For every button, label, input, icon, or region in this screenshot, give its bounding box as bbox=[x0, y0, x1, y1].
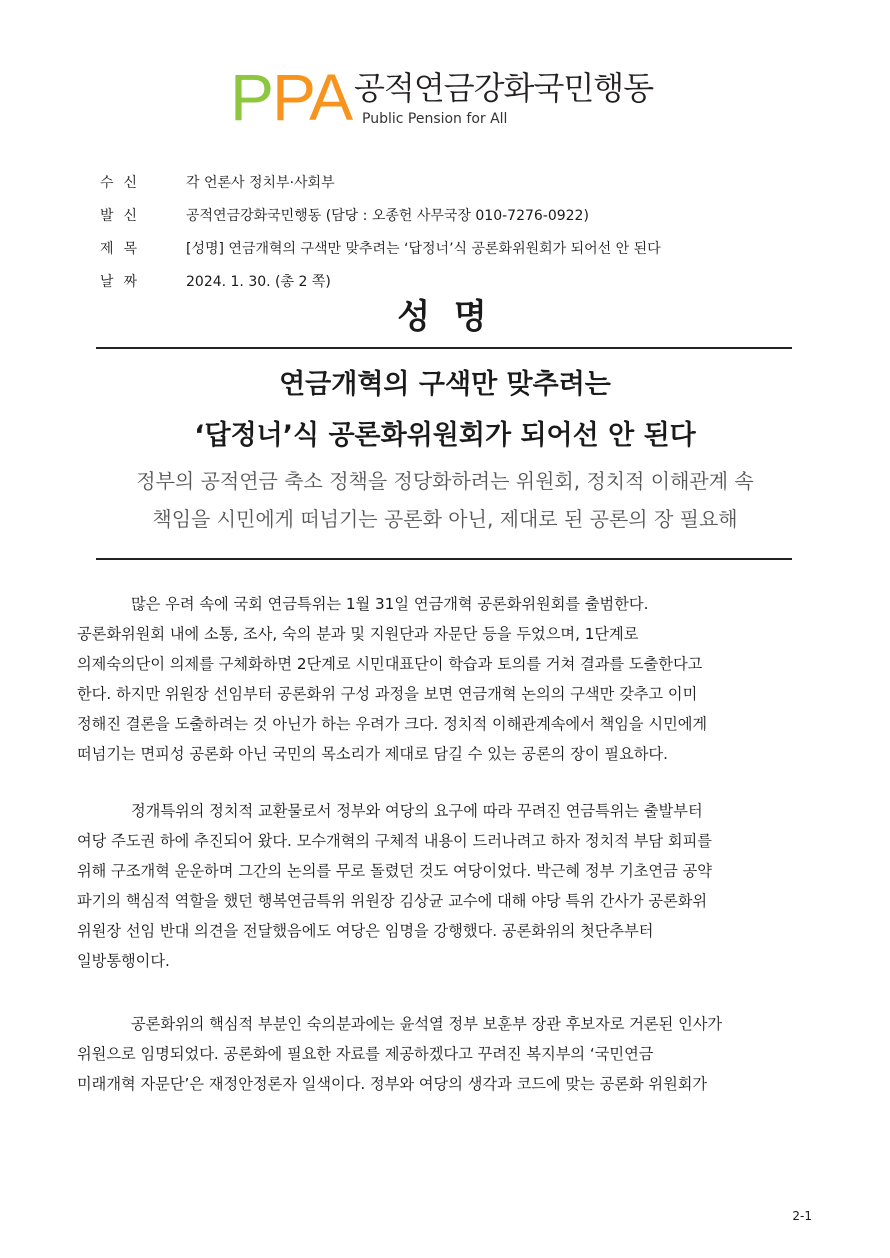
logo-letter-a: A bbox=[309, 60, 352, 134]
paragraph-line: 미래개혁 자문단’은 재정안정론자 일색이다. 정부와 여당의 생각과 코드에 맞는 공론화 위원회가 bbox=[77, 1075, 708, 1093]
organization-name: 공적연금강화국민행동 bbox=[354, 69, 654, 107]
paragraph-line: 정해진 결론을 도출하려는 것 아닌가 하는 우려가 크다. 정치적 이해관계속에서 책임을 시민에게 bbox=[77, 715, 708, 733]
meta-value: 각 언론사 정치부·사회부 bbox=[186, 175, 335, 191]
subheadline-line-2: 책임을 시민에게 떠넘기는 공론화 아닌, 제대로 된 공론의 장 필요해 bbox=[152, 507, 738, 531]
meta-label: 발신 bbox=[100, 208, 148, 224]
divider-top bbox=[96, 347, 792, 349]
paragraph-line: 위해 구조개혁 운운하며 그간의 논의를 무로 돌렸던 것도 여당이었다. 박근혜 정부 기초연금 공약 bbox=[77, 862, 712, 880]
meta-label: 제목 bbox=[100, 241, 148, 257]
paragraph-line: 여당 주도권 하에 추진되어 왔다. 모수개혁의 구체적 내용이 드러나려고 하자 정치적 부담 회피를 bbox=[77, 832, 712, 850]
memo-header bbox=[100, 171, 800, 303]
paragraph-line: 파기의 핵심적 역할을 했던 행복연금특위 위원장 김상균 교수에 대해 야당 특위 간사가 공론화위 bbox=[77, 892, 708, 910]
meta-value: [성명] 연금개혁의 구색만 맞추려는 ‘답정너’식 공론화위원회가 되어선 안 된다 bbox=[186, 241, 661, 257]
meta-row-recipient bbox=[100, 171, 800, 204]
meta-value: 공적연금강화국민행동 (담당 : 오종헌 사무국장 010-7276-0922) bbox=[186, 208, 589, 224]
paragraph-3 bbox=[77, 1009, 813, 1099]
paragraph-line: 공론화위의 핵심적 부분인 숙의분과에는 윤석열 정부 보훈부 장관 후보자로 거론된 인사가 bbox=[131, 1015, 723, 1033]
meta-row-sender bbox=[100, 204, 800, 237]
organization-subtitle: Public Pension for All bbox=[362, 111, 508, 127]
document-title: 성 명 bbox=[397, 297, 493, 337]
paragraph-1 bbox=[77, 589, 813, 769]
meta-label: 수신 bbox=[100, 175, 148, 191]
paragraph-line: 일방통행이다. bbox=[77, 952, 170, 970]
paragraph-2 bbox=[77, 796, 813, 976]
paragraph-line: 의제숙의단이 의제를 구체화하면 2단계로 시민대표단이 학습과 토의를 거쳐 결과를 도출한다고 bbox=[77, 655, 703, 673]
paragraph-line: 공론화위원회 내에 소통, 조사, 숙의 분과 및 지원단과 자문단 등을 두었으며, 1단계로 bbox=[77, 625, 639, 643]
meta-value: 2024. 1. 30. (총 2 쪽) bbox=[186, 274, 331, 290]
paragraph-line: 위원장 선임 반대 의견을 전달했음에도 여당은 임명을 강행했다. 공론화위의 첫단추부터 bbox=[77, 922, 654, 940]
headline-line-2: ‘답정너’식 공론화위원회가 되어선 안 된다 bbox=[194, 420, 696, 451]
headline-line-1: 연금개혁의 구색만 맞추려는 bbox=[279, 369, 611, 400]
paragraph-line: 떠넘기는 면피성 공론화 아닌 국민의 목소리가 제대로 담길 수 있는 공론의 장이 필요하다. bbox=[77, 745, 668, 763]
ppa-logo-mark bbox=[230, 62, 351, 132]
paragraph-line: 한다. 하지만 위원장 선임부터 공론화위 구성 과정을 보면 연금개혁 논의의 구색만 갖추고 이미 bbox=[77, 685, 698, 703]
paragraph-line: 많은 우려 속에 국회 연금특위는 1월 31일 연금개혁 공론화위원회를 출범한다. bbox=[131, 595, 649, 613]
meta-row-subject bbox=[100, 237, 800, 270]
paragraph-line: 정개특위의 정치적 교환물로서 정부와 여당의 요구에 따라 꾸려진 연금특위는 출발부터 bbox=[131, 802, 703, 820]
paragraph-line: 위원으로 임명되었다. 공론화에 필요한 자료를 제공하겠다고 꾸려진 복지부의 ‘국민연금 bbox=[77, 1045, 654, 1063]
divider-bottom bbox=[96, 558, 792, 560]
subheadline-line-1: 정부의 공적연금 축소 정책을 정당화하려는 위원회, 정치적 이해관계 속 bbox=[136, 469, 754, 493]
logo-letter-p1: P bbox=[230, 60, 273, 134]
logo-letter-p2: P bbox=[272, 60, 310, 134]
page-number: 2-1 bbox=[792, 1209, 812, 1223]
ppa-logo bbox=[230, 62, 700, 132]
meta-label: 날짜 bbox=[100, 274, 148, 290]
